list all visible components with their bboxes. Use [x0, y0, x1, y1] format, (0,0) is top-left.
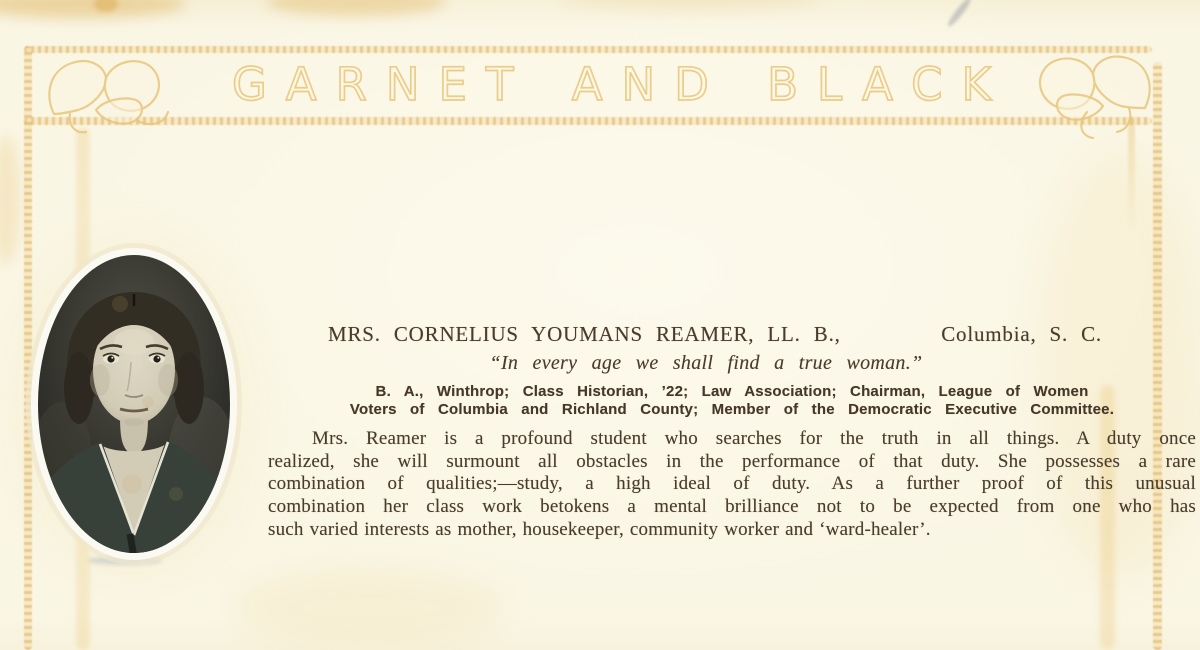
portrait-photo: [24, 242, 244, 570]
bio-line: such varied interests as mother, housekeeper, community worker and ‘ward-healer’.: [268, 518, 931, 540]
frame-line-top: [24, 46, 1152, 53]
floral-ornament-icon: [1033, 46, 1158, 142]
profile-entry: [268, 322, 1196, 542]
profile-quote: “In every age we shall find a true woman.”: [489, 352, 923, 374]
banner-title: GARNET AND BLACK: [231, 58, 1011, 111]
profile-honors-line: Voters of Columbia and Richland County; Member of the Democratic Executive Committee.: [349, 400, 1115, 418]
frame-line-bottom: [24, 117, 1152, 125]
paper-stain: [94, 0, 118, 12]
paper-stain: [946, 0, 974, 28]
bio-line: combination her class work betokens a mental brilliance not to be expected from one who has: [268, 496, 1196, 518]
paper-stain: [0, 0, 186, 18]
paper-stain: [560, 0, 820, 10]
name-row: [268, 322, 1196, 347]
bio-line: realized, she will surmount all obstacles in the performance of that duty. She possesses a rare: [268, 450, 1196, 472]
bio-line: Mrs. Reamer is a profound student who searches for the truth in all things. A duty once: [312, 428, 1196, 449]
floral-ornament-icon: [40, 48, 190, 140]
profile-name: MRS. CORNELIUS YOUMANS REAMER, LL. B.,: [328, 322, 841, 346]
profile-bio: [268, 428, 1196, 542]
profile-honors-line: B. A., Winthrop; Class Historian, ’22; Law Association; Chairman, League of Women: [375, 383, 1089, 400]
profile-location: Columbia, S. C.: [941, 322, 1102, 346]
paper-stain: [266, 0, 446, 16]
bio-line: combination of qualities;—study, a high ideal of duty. As a further proof of this unusual: [268, 473, 1196, 495]
paper-stain: [235, 568, 505, 648]
profile-honors: [268, 383, 1196, 418]
paper-stain: [0, 135, 20, 265]
